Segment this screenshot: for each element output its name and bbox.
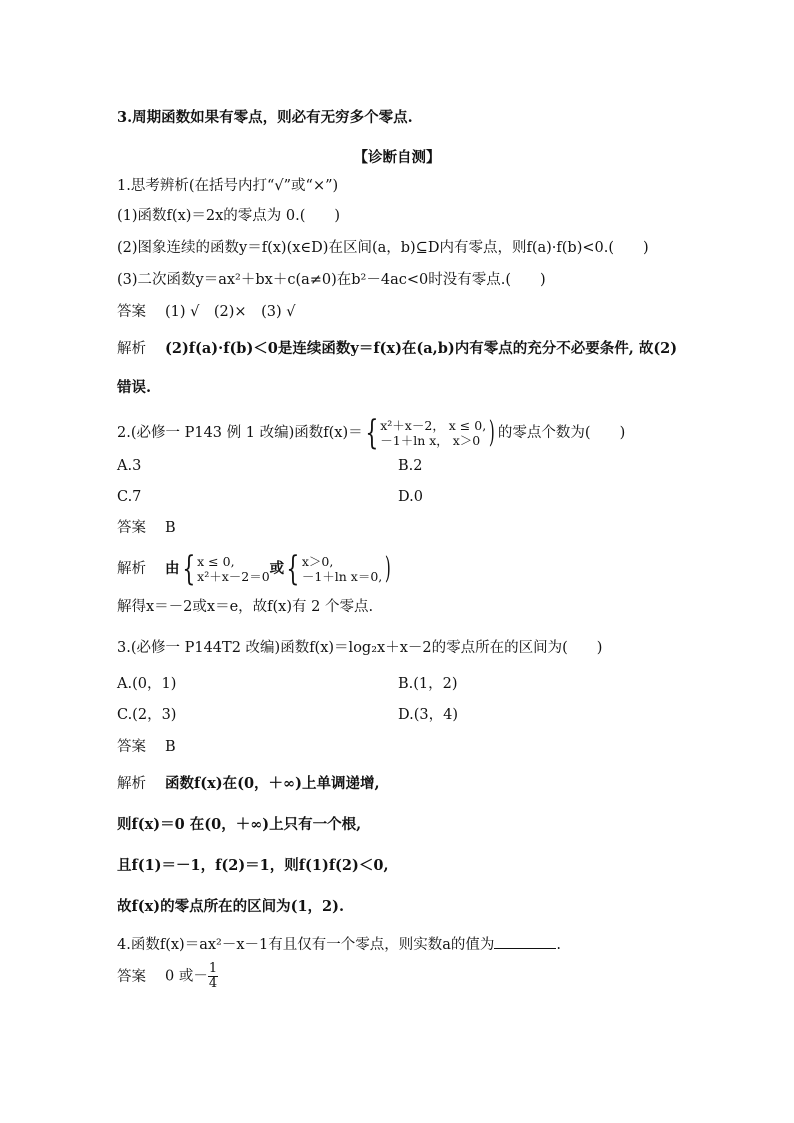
q2-cases <box>380 418 486 448</box>
q3-option-b: B.(1，2) <box>398 676 458 692</box>
q4-answer-fraction <box>208 962 218 991</box>
q2-system-1-line-2: x²＋x－2＝0 <box>197 569 270 584</box>
answer-label: 答案 <box>117 968 146 985</box>
left-brace: { <box>181 549 195 589</box>
q1-analysis-cont: 错误. <box>117 379 152 396</box>
q2-option-a: A.3 <box>117 458 142 474</box>
q3-option-a: A.(0，1) <box>117 676 177 692</box>
q2-system-1 <box>197 554 270 584</box>
fraction-denominator: 4 <box>208 976 218 991</box>
q2-answer: B <box>165 520 176 536</box>
q3-option-c: C.(2，3) <box>117 707 177 723</box>
q2-system-2-line-1: x＞0, <box>301 554 334 569</box>
analysis-label: 解析 <box>117 341 146 357</box>
q3-analysis-line-3: 且f(1)＝－1，f(2)＝1，则f(1)f(2)＜0, <box>117 857 389 874</box>
heading-periodic-zeros: 3.周期函数如果有零点，则必有无穷多个零点. <box>117 109 413 126</box>
q2-system-or: 或 <box>269 560 285 577</box>
q4-stem-row <box>117 934 561 955</box>
q1-item-2: (2)图象连续的函数y＝f(x)(x∈D)在区间(a，b)⊆D内有零点，则f(a)·f(b)<0.( ) <box>117 240 649 256</box>
q2-solution: 解得x＝－2或x＝e，故f(x)有 2 个零点. <box>117 599 374 615</box>
right-paren: ) <box>385 551 392 586</box>
q3-answer-row <box>117 737 176 757</box>
q2-analysis-prefix: 由 <box>165 560 180 577</box>
answer-blank <box>494 934 556 949</box>
q2-system-1-line-1: x ≤ 0, <box>197 554 235 569</box>
q2-option-d: D.0 <box>398 489 423 505</box>
q2-system-2-line-2: －1＋ln x＝0, <box>301 569 383 584</box>
q2-case-2: －1＋ln x， x＞0 <box>380 433 481 448</box>
q3-analysis-row <box>117 774 380 794</box>
q2-analysis-row <box>117 549 394 589</box>
q4-stem-end: . <box>556 937 561 953</box>
q3-option-d: D.(3，4) <box>398 707 458 723</box>
q2-option-b: B.2 <box>398 458 423 474</box>
q2-stem-suffix: 的零点个数为( ) <box>497 425 626 441</box>
answer-label: 答案 <box>117 739 146 755</box>
q1-analysis-row <box>117 339 677 359</box>
q3-analysis-line-1: 函数f(x)在(0，＋∞)上单调递增, <box>165 775 380 792</box>
q2-case-1: x²＋x－2， x ≤ 0, <box>380 418 487 433</box>
analysis-label: 解析 <box>117 776 146 792</box>
q1-item-3: (3)二次函数y＝ax²＋bx＋c(a≠0)在b²－4ac<0时没有零点.( ) <box>117 272 546 288</box>
q3-analysis-line-4: 故f(x)的零点所在的区间为(1，2). <box>117 898 345 915</box>
analysis-label: 解析 <box>117 561 146 577</box>
answer-label: 答案 <box>117 520 146 536</box>
q2-answer-row <box>117 518 176 538</box>
answer-label: 答案 <box>117 304 146 320</box>
q4-stem: 4.函数f(x)＝ax²－x－1有且仅有一个零点，则实数a的值为 <box>117 937 495 953</box>
left-brace: { <box>286 549 300 589</box>
q1-stem: 1.思考辨析(在括号内打“√”或“×”) <box>117 178 339 194</box>
left-brace: { <box>364 413 378 453</box>
q4-answer-row <box>117 962 218 991</box>
q1-item-1: (1)函数f(x)＝2x的零点为 0.( ) <box>117 208 341 224</box>
q2-option-c: C.7 <box>117 489 142 505</box>
q3-stem: 3.(必修一 P144T2 改编)函数f(x)＝log₂x＋x－2的零点所在的区间为( ) <box>117 640 603 656</box>
q2-system-2 <box>302 554 382 584</box>
q2-stem <box>117 413 626 453</box>
q3-answer: B <box>165 739 176 755</box>
q3-analysis-line-2: 则f(x)＝0 在(0，＋∞)上只有一个根, <box>117 816 362 833</box>
q1-answer-row <box>117 302 295 322</box>
q2-stem-prefix: 2.(必修一 P143 例 1 改编)函数f(x)＝ <box>117 425 363 441</box>
q4-answer-prefix: 0 或－ <box>165 968 208 985</box>
q1-analysis: (2)f(a)·f(b)＜0是连续函数y＝f(x)在(a,b)内有零点的充分不必要条件, 故(2) <box>165 340 678 357</box>
fraction-numerator: 1 <box>208 961 218 976</box>
right-paren: ) <box>489 415 495 450</box>
q1-answer: (1) √ (2)× (3) √ <box>165 304 296 320</box>
section-title: 【诊断自测】 <box>353 149 441 166</box>
